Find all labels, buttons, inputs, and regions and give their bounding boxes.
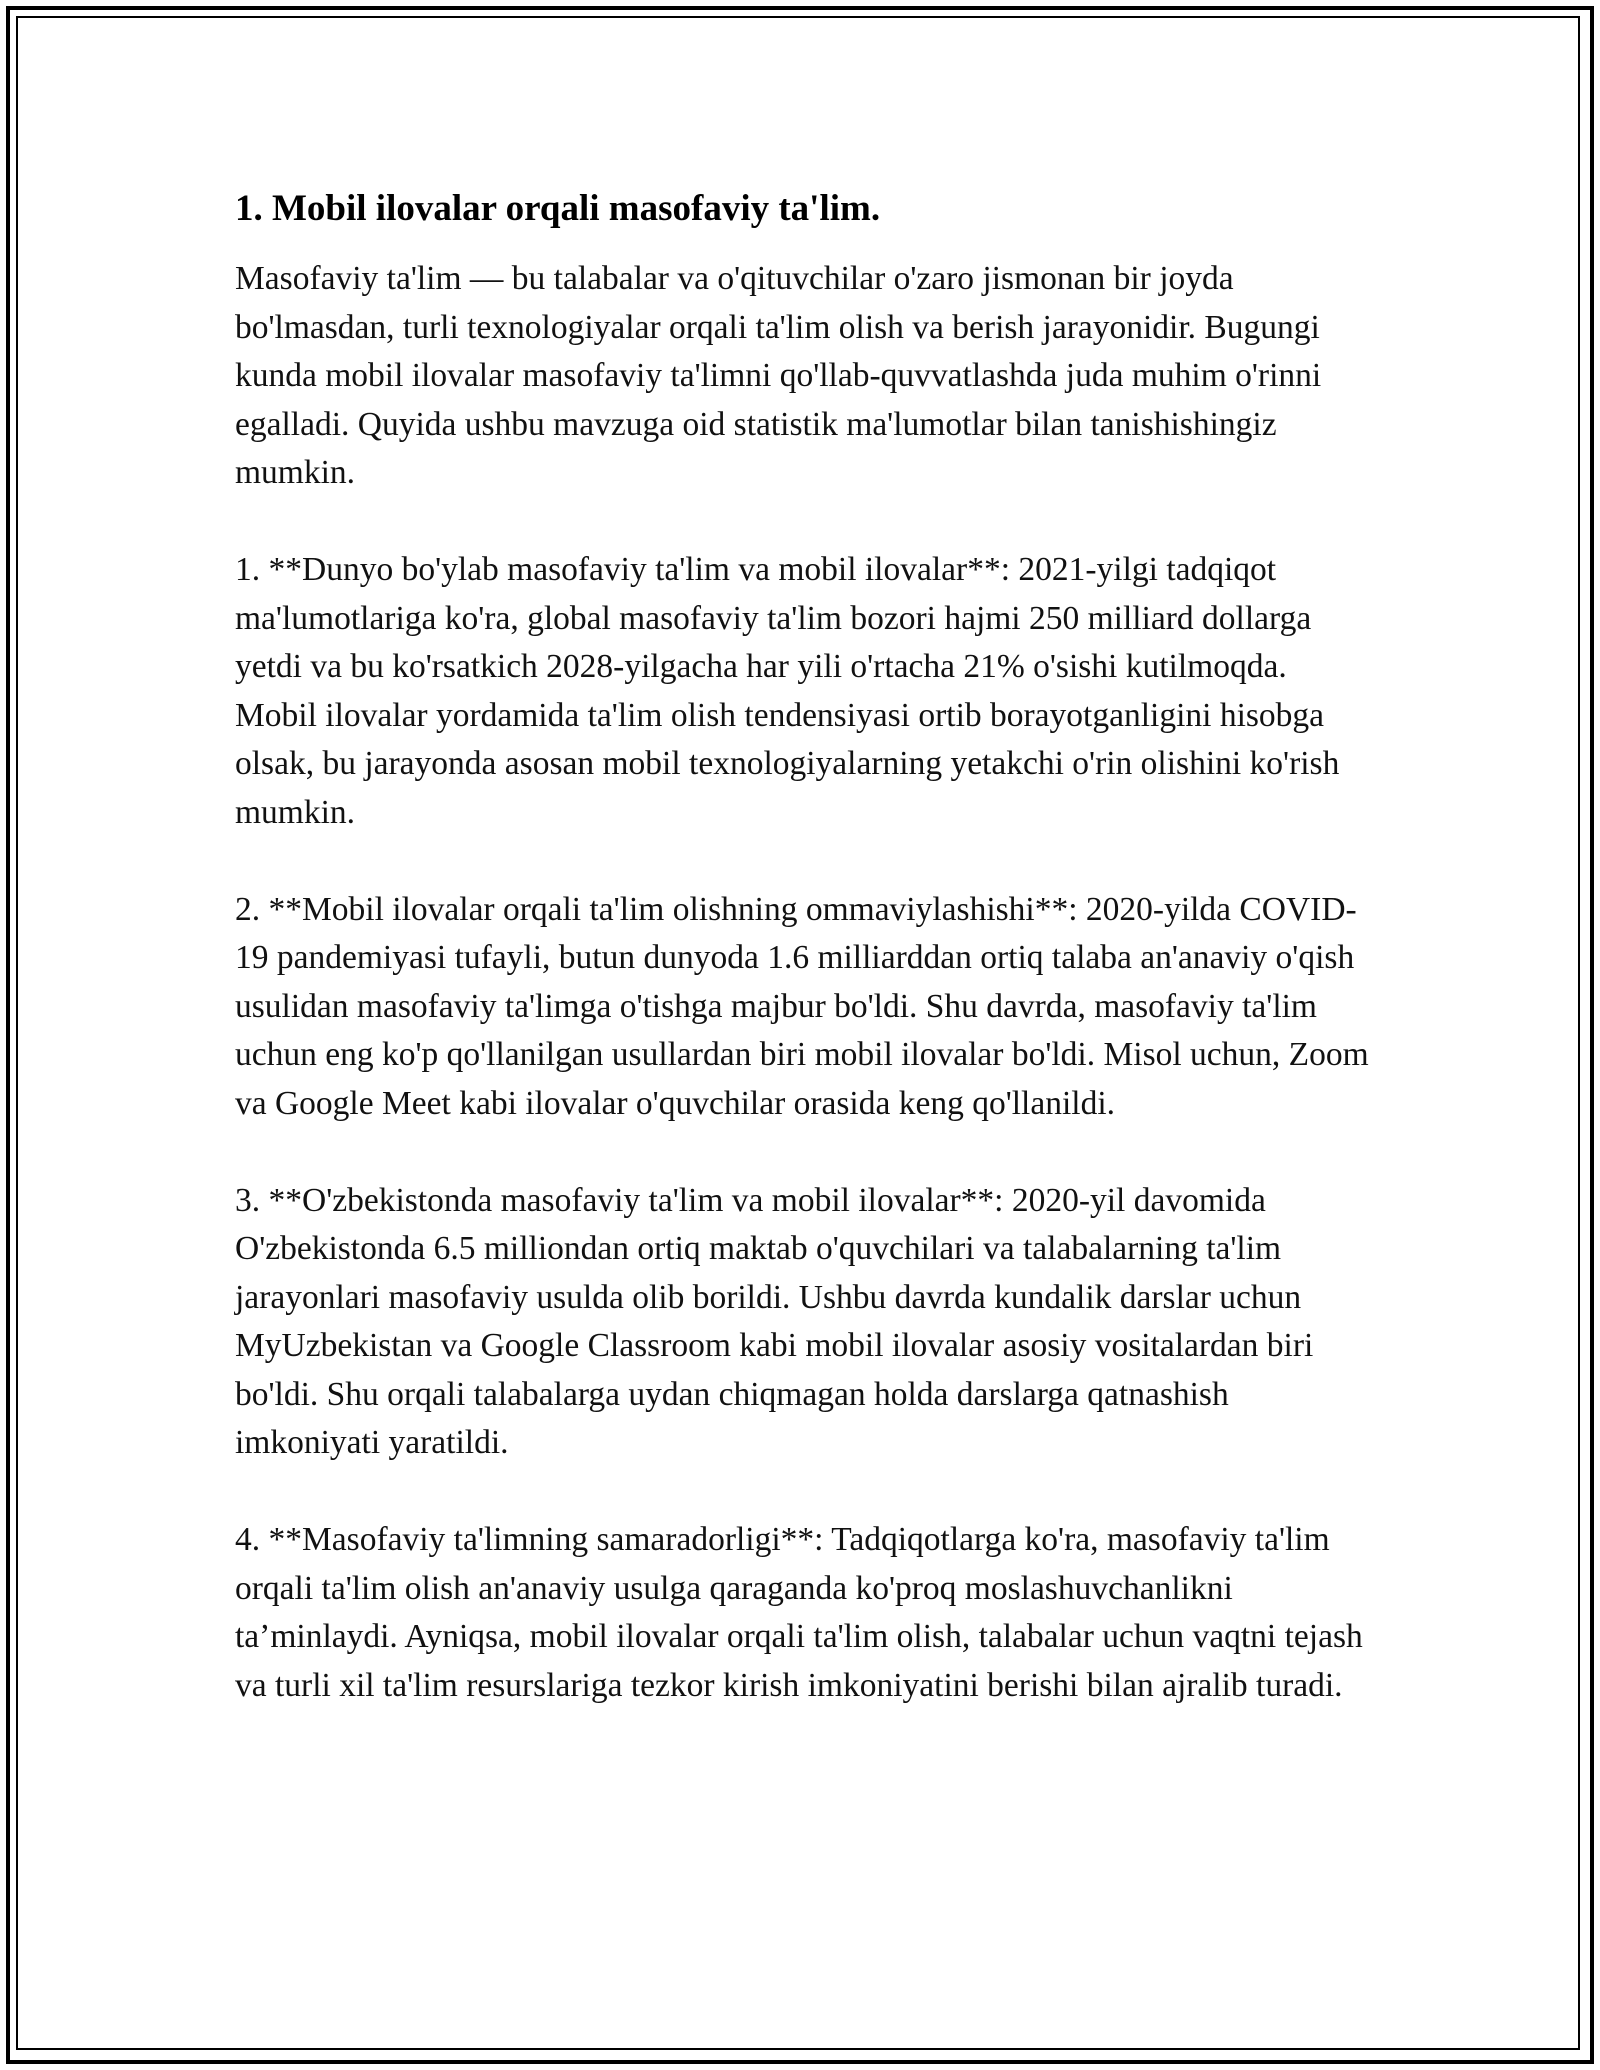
list-item-4: 4. **Masofaviy ta'limning samaradorligi**: Tadqiqotlarga ko'ra, masofaviy ta'lim orqali ta'lim olish an'anaviy usulga qaraganda ko'proq moslashuvchanlikni ta’minlaydi. Ayniqsa, mobil ilovalar orqali ta'lim olish, talabalar uchun vaqtni tejash va turli xil ta'lim resurslariga tezkor kirish imkoniyatini berishi bilan ajralib turadi. xyxy=(235,1521,1363,1704)
document-body xyxy=(235,185,1375,1759)
intro-paragraph: Masofaviy ta'lim — bu talabalar va o'qituvchilar o'zaro jismonan bir joyda bo'lmasdan, turli texnologiyalar orqali ta'lim olish va berish jarayonidir. Bugungi kunda mobil ilovalar masofaviy ta'limni qo'llab-quvvatlashda juda muhim o'rinni egalladi. Quyida ushbu mavzuga oid statistik ma'lumotlar bilan tanishishingiz mumkin. xyxy=(235,260,1322,491)
section-heading: 1. Mobil ilovalar orqali masofaviy ta'lim. xyxy=(235,188,881,229)
list-item-3: 3. **O'zbekistonda masofaviy ta'lim va mobil ilovalar**: 2020-yil davomida O'zbekistonda 6.5 milliondan ortiq maktab o'quvchilari va talabalarning ta'lim jarayonlari masofaviy usulda olib borildi. Ushbu davrda kundalik darslar uchun MyUzbekistan va Google Classroom kabi mobil ilovalar asosiy vositalardan biri bo'ldi. Shu orqali talabalarga uydan chiqmagan holda darslarga qatnashish imkoniyati yaratildi. xyxy=(235,1181,1314,1461)
list-item-2: 2. **Mobil ilovalar orqali ta'lim olishning ommaviylashishi**: 2020-yilda COVID-19 pandemiyasi tufayli, butun dunyoda 1.6 milliarddan ortiq talaba an'anaviy o'qish usulidan masofaviy ta'limga o'tishga majbur bo'ldi. Shu davrda, masofaviy ta'lim uchun eng ko'p qo'llanilgan usullardan biri mobil ilovalar bo'ldi. Misol uchun, Zoom va Google Meet kabi ilovalar o'quvchilar orasida keng qo'llanildi. xyxy=(235,890,1369,1122)
list-item-1: 1. **Dunyo bo'ylab masofaviy ta'lim va mobil ilovalar**: 2021-yilgi tadqiqot ma'lumotlariga ko'ra, global masofaviy ta'lim bozori hajmi 250 milliard dollarga yetdi va bu ko'rsatkich 2028-yilgacha har yili o'rtacha 21% o'sishi kutilmoqda. Mobil ilovalar yordamida ta'lim olish tendensiyasi ortib borayotganligini hisobga olsak, bu jarayonda asosan mobil texnologiyalarning yetakchi o'rin olishini ko'rish mumkin. xyxy=(235,551,1340,831)
